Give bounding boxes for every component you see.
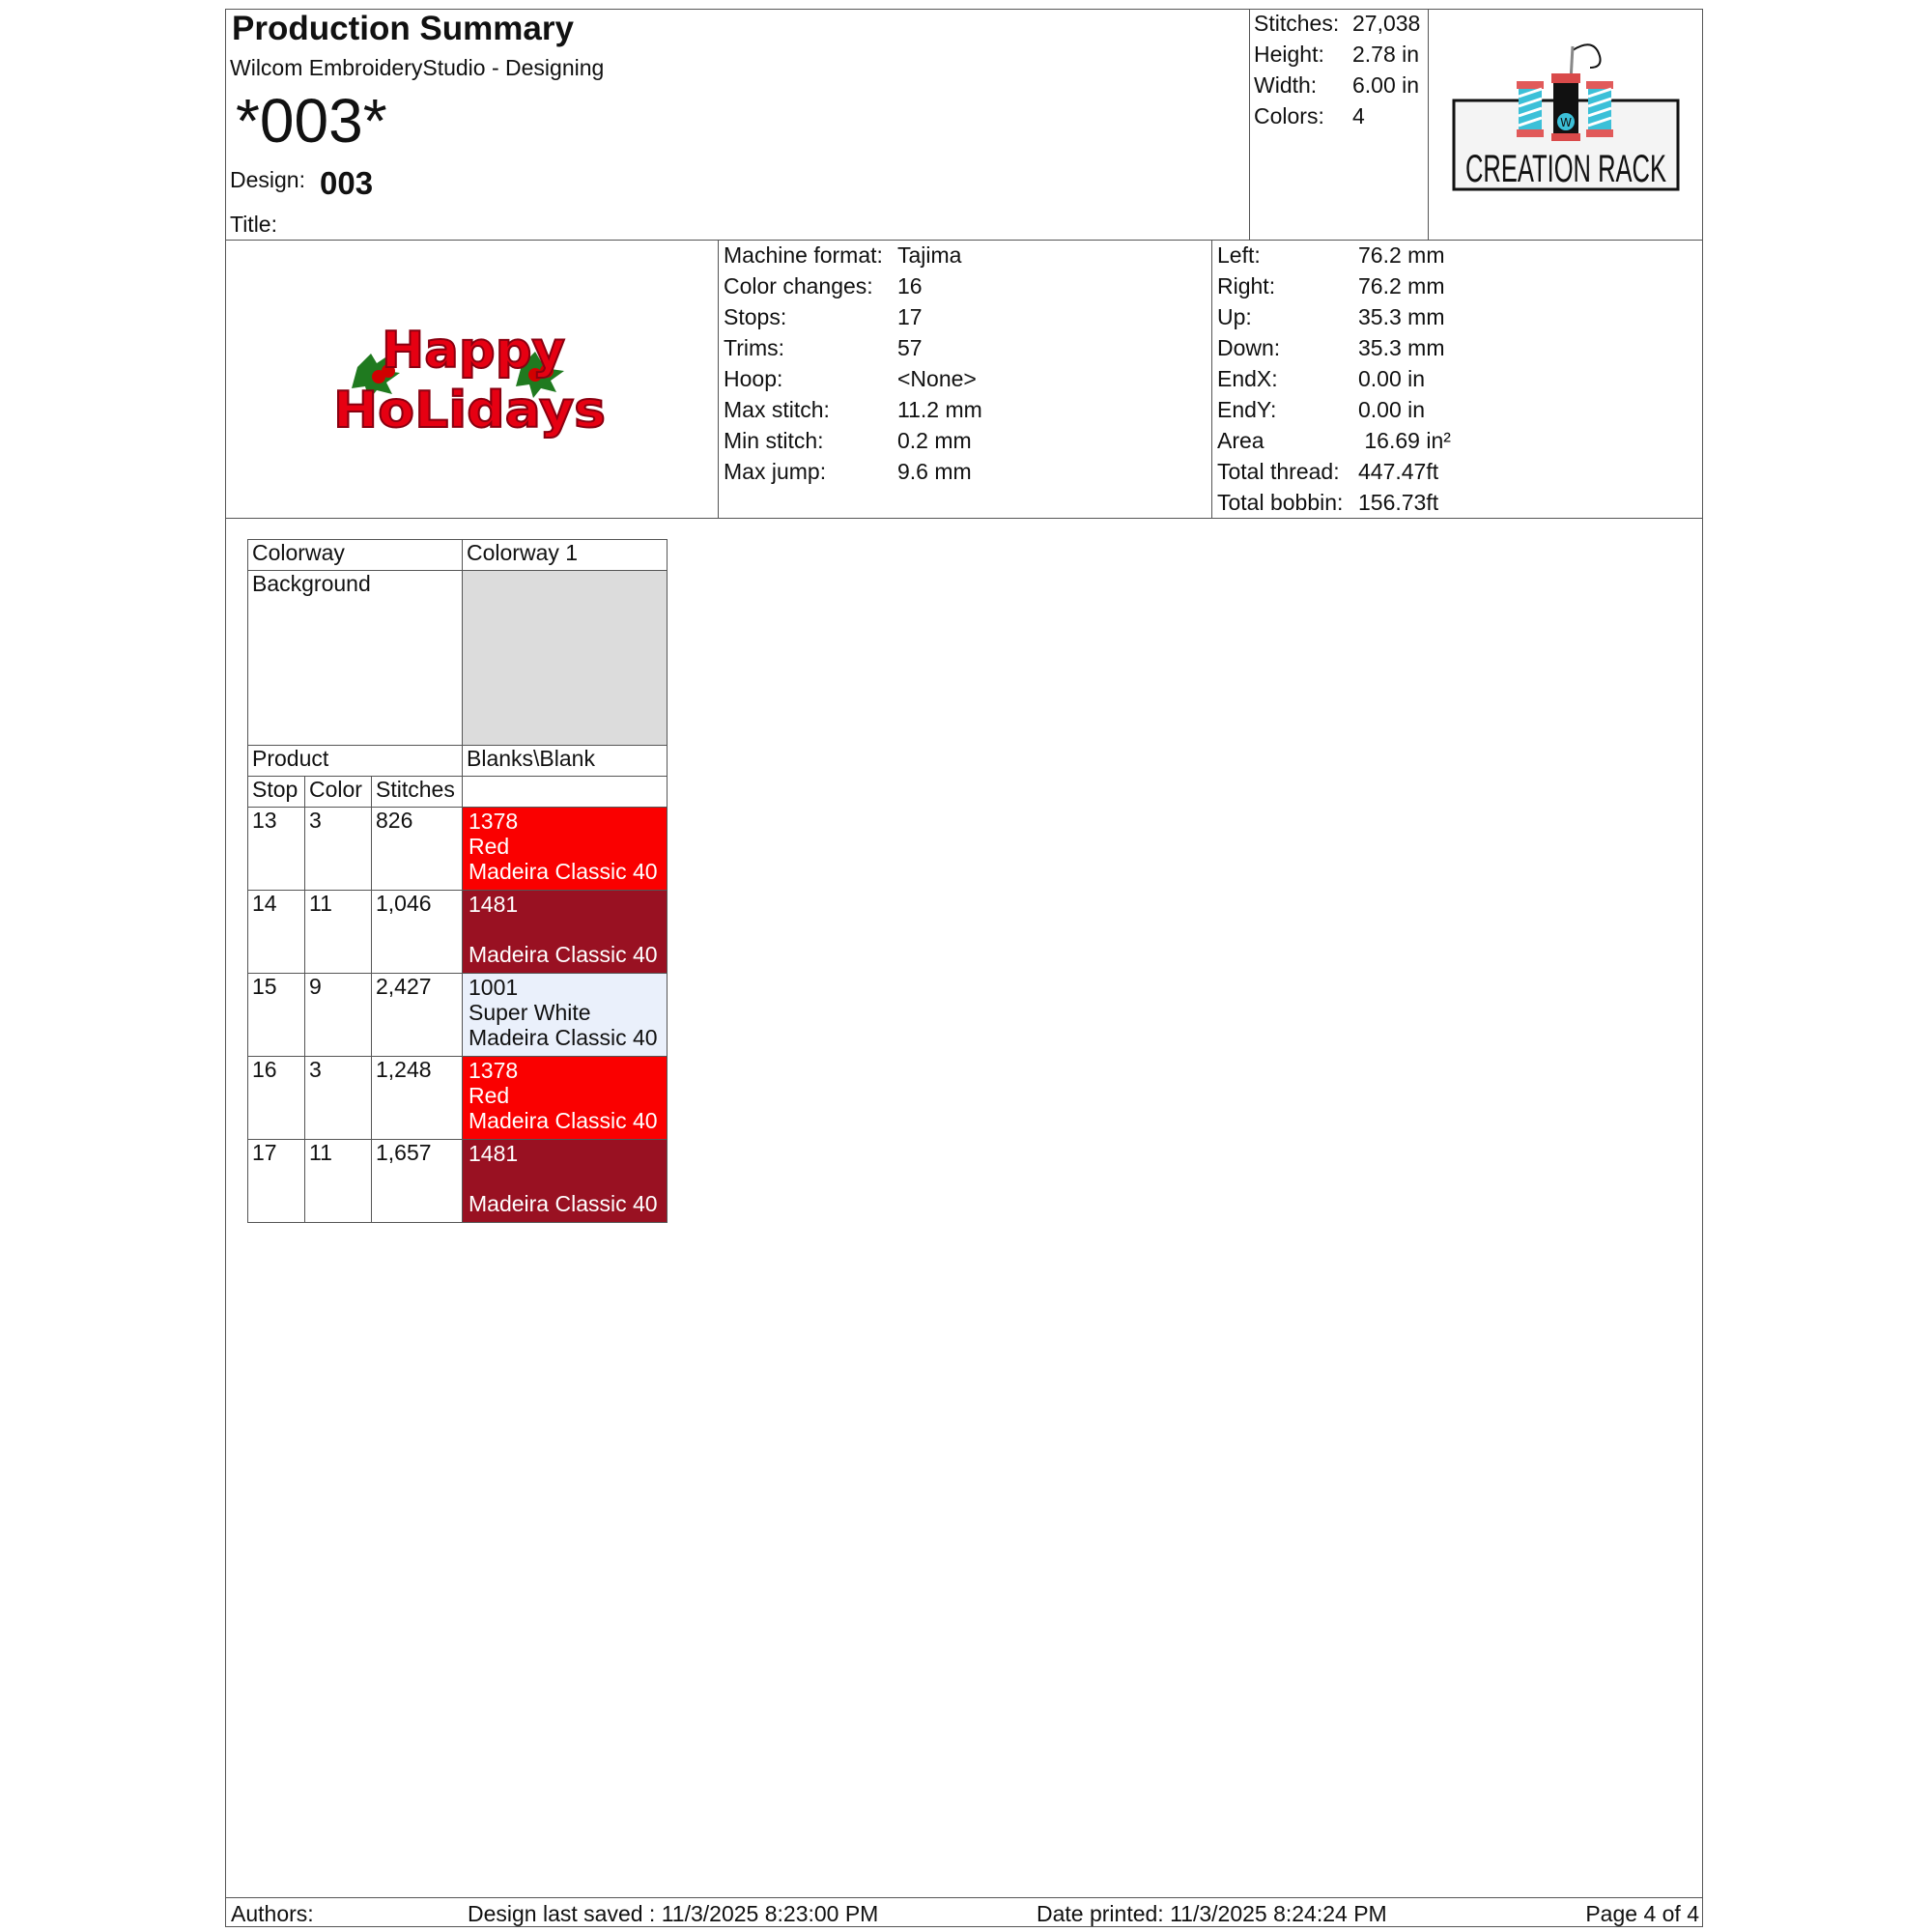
color-cell: 3 <box>305 1057 372 1140</box>
dim-value: 76.2 mm <box>1358 242 1445 268</box>
dim-value: 156.73ft <box>1358 490 1439 515</box>
machine-label: Max stitch: <box>724 397 830 422</box>
logo-left-divider <box>1428 9 1429 241</box>
thread-swatch <box>463 891 668 974</box>
col-header-color: Color <box>305 777 372 808</box>
summary-left-divider <box>1249 9 1250 241</box>
machine-value: 11.2 mm <box>897 397 982 422</box>
background-swatch <box>463 571 668 746</box>
stat-value: 2.78 in <box>1352 42 1420 67</box>
machine-value: 17 <box>897 304 923 329</box>
background-label: Background <box>248 571 463 746</box>
machine-value: 57 <box>897 335 923 360</box>
thread-code: 1481 <box>469 1141 519 1166</box>
stat-label: Width: <box>1254 72 1318 98</box>
dim-label: Left: <box>1217 242 1261 268</box>
machine-value: 0.2 mm <box>897 428 972 453</box>
machine-label: Max jump: <box>724 459 827 484</box>
machine-divider <box>1211 240 1212 519</box>
thread-brand: Madeira Classic 40 <box>469 942 658 967</box>
dim-label: Right: <box>1217 273 1276 298</box>
machine-label: Color changes: <box>724 273 873 298</box>
design-preview-image <box>328 307 618 452</box>
dim-value: 76.2 mm <box>1358 273 1445 298</box>
footer-last-saved: Design last saved : 11/3/2025 8:23:00 PM <box>468 1901 879 1926</box>
col-header-thread <box>463 777 668 808</box>
design-barcode: *003* <box>236 86 387 156</box>
software-name: Wilcom EmbroideryStudio - Designing <box>230 55 605 80</box>
stitches-cell: 826 <box>372 808 463 891</box>
machine-label: Machine format: <box>724 242 883 268</box>
dim-label: Total bobbin: <box>1217 490 1344 515</box>
dim-value: 447.47ft <box>1358 459 1439 484</box>
page-title: Production Summary <box>232 10 574 47</box>
machine-info <box>724 241 1207 516</box>
machine-label: Min stitch: <box>724 428 824 453</box>
thread-brand: Madeira Classic 40 <box>469 1025 658 1050</box>
footer-divider <box>225 1897 1703 1898</box>
thread-brand: Madeira Classic 40 <box>469 1108 658 1133</box>
dim-label: Area <box>1217 428 1264 453</box>
thread-swatch <box>463 1057 668 1140</box>
dim-value: 16.69 in² <box>1358 428 1451 453</box>
design-value: 003 <box>320 165 374 201</box>
thread-name: Red <box>469 1083 510 1108</box>
stop-cell: 13 <box>248 808 305 891</box>
title-label: Title: <box>230 212 277 237</box>
thread-name <box>469 917 661 942</box>
design-label: Design: <box>230 167 305 192</box>
stat-value: 6.00 in <box>1352 72 1420 98</box>
color-cell: 11 <box>305 1140 372 1223</box>
stat-label: Height: <box>1254 42 1324 67</box>
thread-swatch <box>463 808 668 891</box>
stitches-cell: 1,046 <box>372 891 463 974</box>
color-cell: 11 <box>305 891 372 974</box>
color-cell: 9 <box>305 974 372 1057</box>
dim-label: Total thread: <box>1217 459 1340 484</box>
thread-name <box>469 1166 661 1191</box>
thread-code: 1378 <box>469 1058 519 1083</box>
logo-text: CREATION RACK <box>1465 148 1667 190</box>
machine-value: 9.6 mm <box>897 459 972 484</box>
dim-value: 35.3 mm <box>1358 304 1445 329</box>
thread-brand: Madeira Classic 40 <box>469 1191 658 1216</box>
colorway-label: Colorway <box>248 540 463 571</box>
info-divider <box>225 518 1703 519</box>
dim-label: Down: <box>1217 335 1281 360</box>
preview-line1: Happy <box>382 322 565 380</box>
thread-swatch <box>463 974 668 1057</box>
col-header-stop: Stop <box>248 777 305 808</box>
stitches-cell: 2,427 <box>372 974 463 1057</box>
stop-cell: 16 <box>248 1057 305 1140</box>
machine-label: Stops: <box>724 304 787 329</box>
color-cell: 3 <box>305 808 372 891</box>
stat-label: Colors: <box>1254 103 1324 128</box>
stat-label: Stitches: <box>1254 11 1340 36</box>
machine-value: Tajima <box>897 242 962 268</box>
thread-name: Super White <box>469 1000 591 1025</box>
dim-value: 0.00 in <box>1358 397 1426 422</box>
table-row <box>248 808 668 891</box>
thread-brand: Madeira Classic 40 <box>469 859 658 884</box>
table-row <box>248 1057 668 1140</box>
dim-value: 35.3 mm <box>1358 335 1445 360</box>
dim-value: 0.00 in <box>1358 366 1426 391</box>
table-row <box>248 891 668 974</box>
footer-page-number: Page 4 of 4 <box>1585 1901 1699 1926</box>
machine-label: Trims: <box>724 335 785 360</box>
creation-rack-logo <box>1449 41 1681 195</box>
product-label: Product <box>248 746 463 777</box>
col-header-stitches: Stitches <box>372 777 463 808</box>
table-row <box>248 1140 668 1223</box>
thread-name: Red <box>469 834 510 859</box>
thread-swatch <box>463 1140 668 1223</box>
dimension-info <box>1217 241 1700 516</box>
machine-value: 16 <box>897 273 923 298</box>
dim-label: Up: <box>1217 304 1252 329</box>
preview-divider <box>718 240 719 519</box>
table-row <box>248 974 668 1057</box>
stop-cell: 14 <box>248 891 305 974</box>
product-value: Blanks\Blank <box>463 746 668 777</box>
footer-authors: Authors: <box>231 1901 314 1926</box>
thread-code: 1378 <box>469 809 519 834</box>
stat-value: 4 <box>1352 103 1365 128</box>
dim-label: EndX: <box>1217 366 1278 391</box>
svg-text:W: W <box>1560 116 1572 129</box>
machine-label: Hoop: <box>724 366 783 391</box>
dim-label: EndY: <box>1217 397 1277 422</box>
stop-cell: 15 <box>248 974 305 1057</box>
stitches-cell: 1,657 <box>372 1140 463 1223</box>
thread-code: 1001 <box>469 975 519 1000</box>
stat-value: 27,038 <box>1352 11 1421 36</box>
preview-line2: HoLidays <box>333 382 606 440</box>
stitches-cell: 1,248 <box>372 1057 463 1140</box>
colorway-value: Colorway 1 <box>463 540 668 571</box>
colorway-table <box>247 539 668 1223</box>
footer-date-printed: Date printed: 11/3/2025 8:24:24 PM <box>1037 1901 1387 1926</box>
thread-code: 1481 <box>469 892 519 917</box>
stop-cell: 17 <box>248 1140 305 1223</box>
machine-value: <None> <box>897 366 977 391</box>
